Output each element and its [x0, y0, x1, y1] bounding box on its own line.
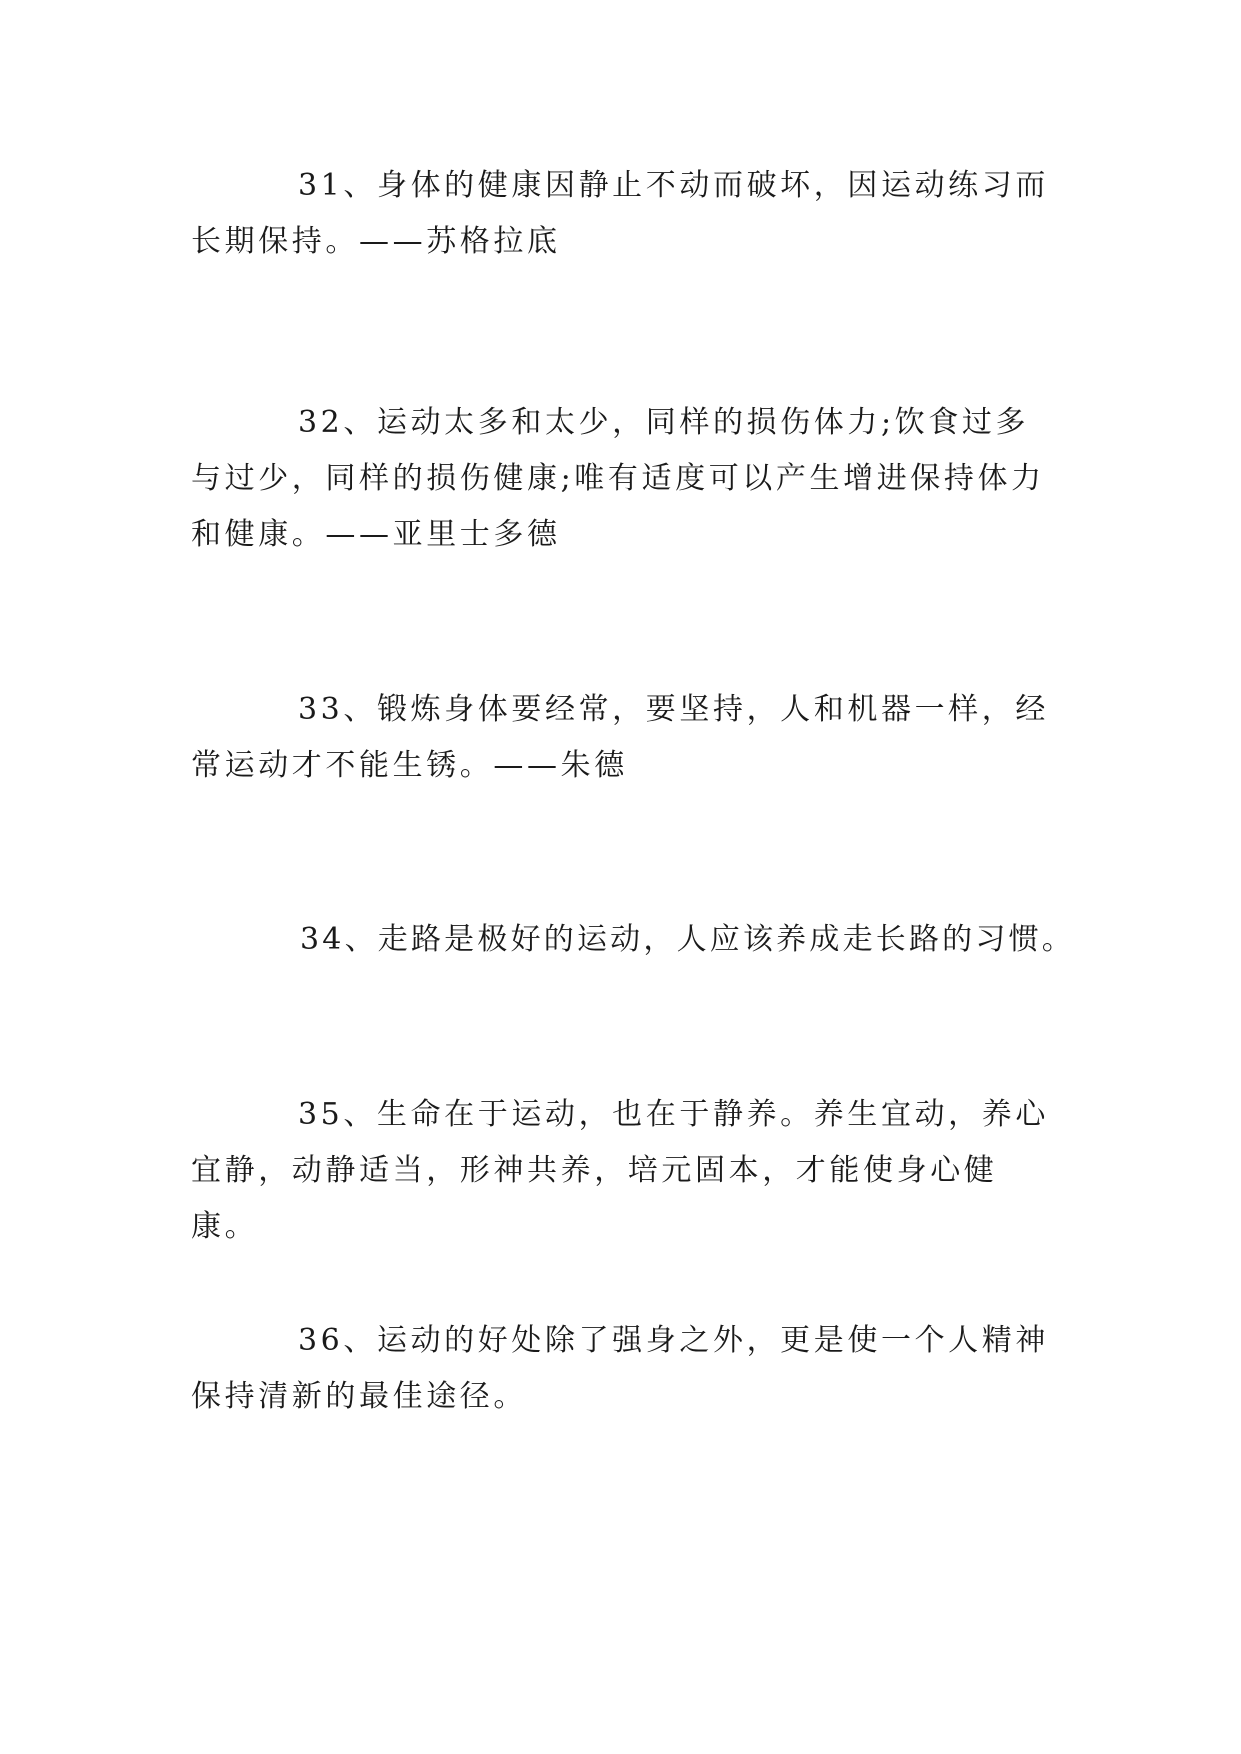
quote-paragraph-36: 36、运动的好处除了强身之外，更是使一个人精神保持清新的最佳途径。 — [191, 1323, 1049, 1414]
quote-paragraph-34: 34、走路是极好的运动，人应该养成走长路的习惯。 — [300, 922, 1075, 957]
quote-paragraph-31: 31、身体的健康因静止不动而破坏，因运动练习而长期保持。——苏格拉底 — [191, 168, 1049, 259]
quote-paragraph-33: 33、锻炼身体要经常，要坚持，人和机器一样，经常运动才不能生锈。——朱德 — [191, 692, 1049, 783]
quote-paragraph-35: 35、生命在于运动，也在于静养。养生宜动，养心宜静，动静适当，形神共养，培元固本，才能使身心健康。 — [191, 1097, 1049, 1244]
quote-paragraph-32: 32、运动太多和太少，同样的损伤体力;饮食过多与过少，同样的损伤健康;唯有适度可以产生增进保持体力和健康。——亚里士多德 — [191, 405, 1045, 552]
